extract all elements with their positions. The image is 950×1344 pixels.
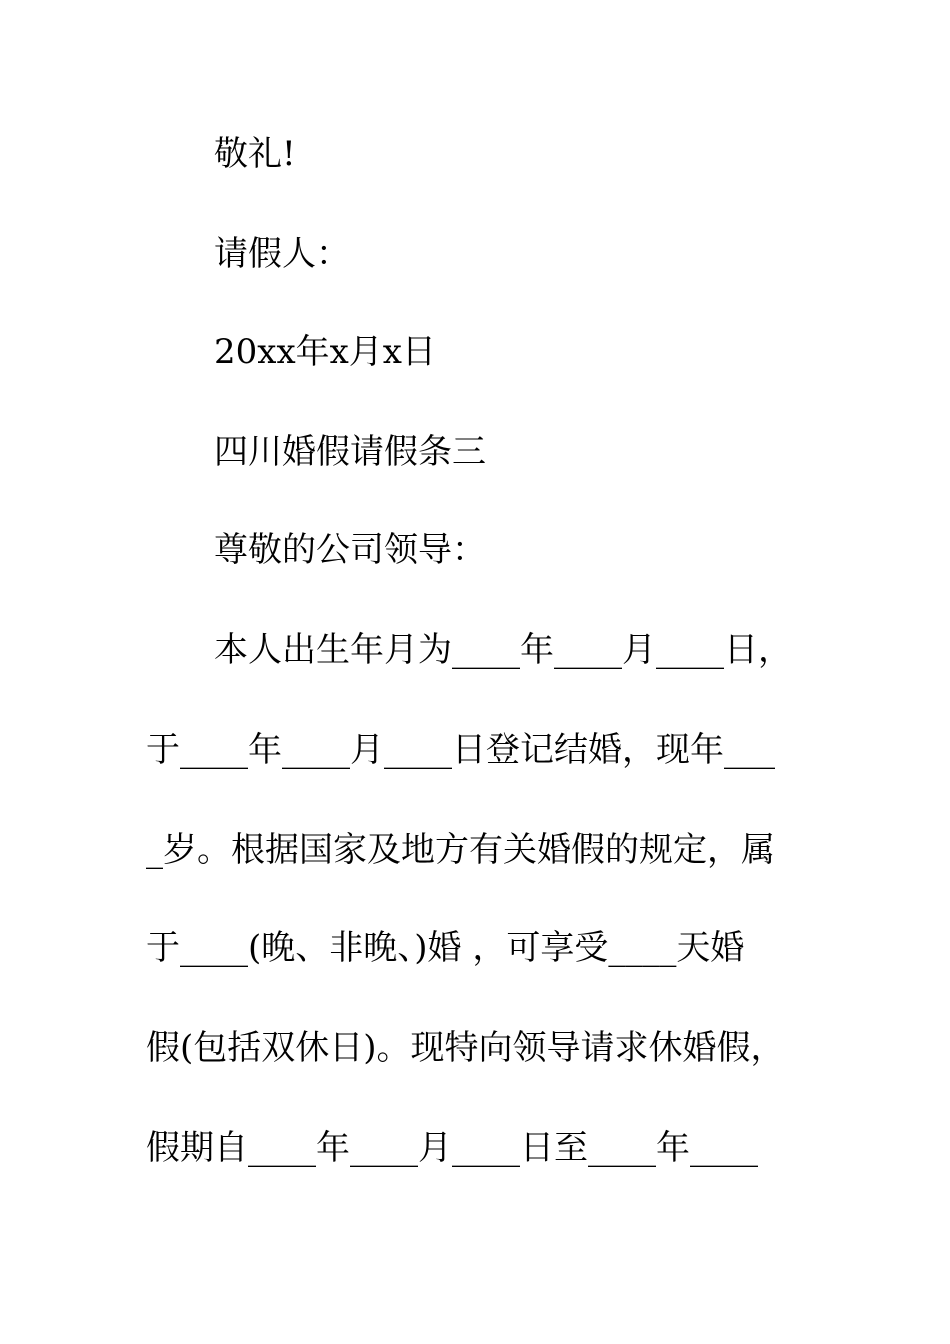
body-line-4: 于____(晚、非晚、)婚 ，可享受____天婚: [146, 928, 745, 968]
body-line-5: 假(包括双休日)。现特向领导请求休婚假，: [146, 1028, 785, 1068]
body-line-1: 本人出生年月为____年____月____日，: [214, 630, 792, 670]
date-line: 20xx年x月x日: [214, 332, 436, 372]
body-line-6: 假期自____年____月____日至____年____: [146, 1128, 758, 1168]
body-line-2: 于____年____月____日登记结婚，现年___: [146, 730, 775, 770]
closing-salutation: 敬礼!: [214, 134, 296, 174]
body-line-3: _岁。根据国家及地方有关婚假的规定，属: [146, 830, 775, 870]
applicant-label: 请假人：: [214, 234, 350, 274]
section-title: 四川婚假请假条三: [214, 432, 486, 472]
greeting: 尊敬的公司领导：: [214, 530, 486, 570]
